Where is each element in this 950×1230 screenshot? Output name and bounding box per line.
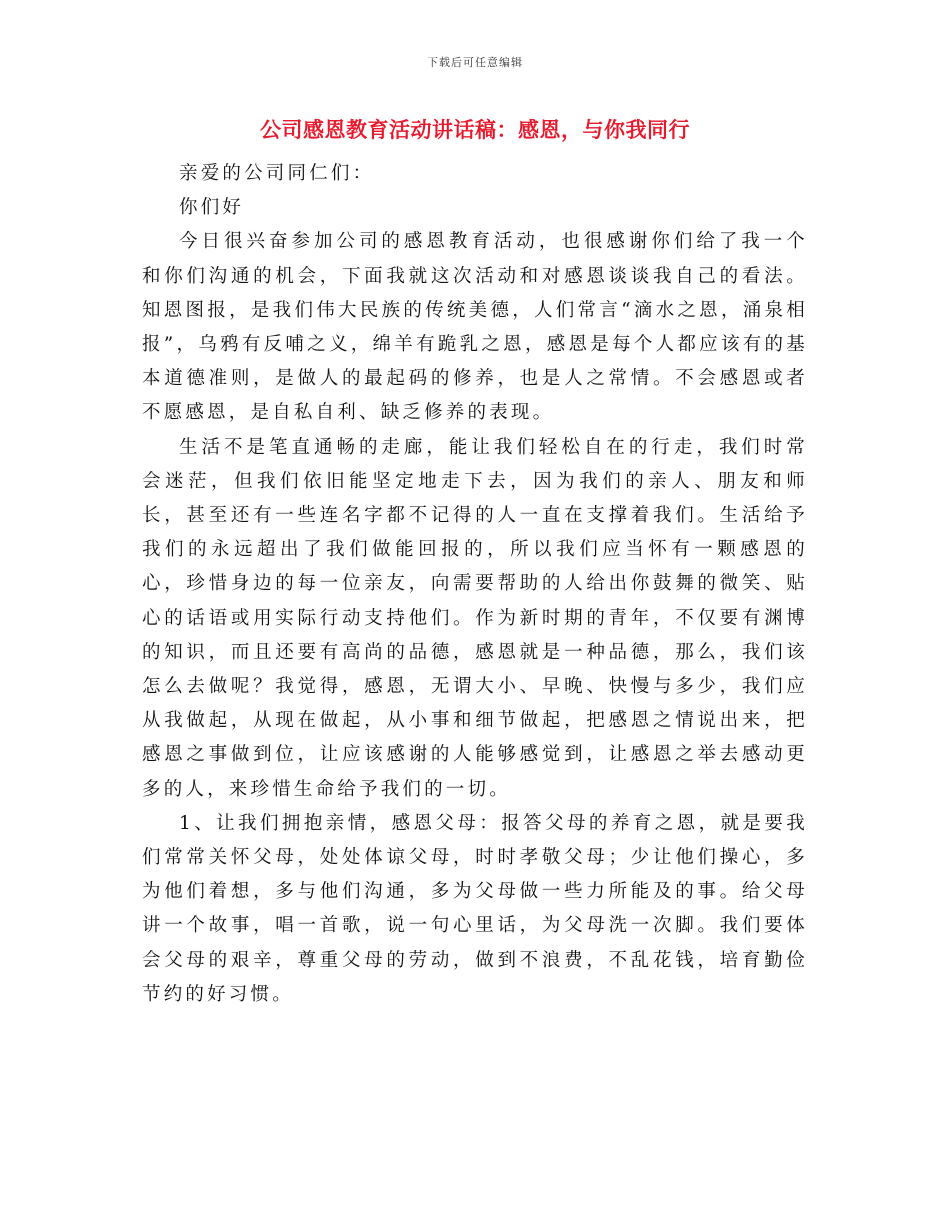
header-note: 下载后可任意编辑	[427, 56, 523, 69]
document-title: 公司感恩教育活动讲话稿：感恩，与你我同行	[260, 118, 690, 142]
paragraph-life: 生活不是笔直通畅的走廊，能让我们轻松自在的行走，我们时常会迷茫，但我们依旧能坚定地走下去，因为我们的亲人、朋友和师长，甚至还有一些连名字都不记得的人一直在支撑着我们。生活给予我们的永远超出了我们做能回报的，所以我们应当怀有一颗感恩的心，珍惜身边的每一位亲友，向需要帮助的人给出你鼓舞的微笑、贴心的话语或用实际行动支持他们。作为新时期的青年，不仅要有渊博的知识，而且还要有高尚的品德，感恩就是一种品德，那么，我们该怎么去做呢？我觉得，感恩，无谓大小、早晚、快慢与多少，我们应从我做起，从现在做起，从小事和细节做起，把感恩之情说出来，把感恩之事做到位，让应该感谢的人能够感觉到，让感恩之举去感动更多的人，来珍惜生命给予我们的一切。	[142, 436, 808, 800]
paragraph-intro: 今日很兴奋参加公司的感恩教育活动，也很感谢你们给了我一个和你们沟通的机会，下面我就这次活动和对感恩谈谈我自己的看法。知恩图报，是我们伟大民族的传统美德，人们常言“滴水之恩，涌泉相报”，乌鸦有反哺之义，绵羊有跪乳之恩，感恩是每个人都应该有的基本道德准则，是做人的最起码的修养，也是人之常情。不会感恩或者不愿感恩，是自私自利、缺乏修养的表现。	[142, 231, 808, 424]
salutation: 亲爱的公司同仁们：	[179, 163, 375, 184]
paragraph-point-1: 1、让我们拥抱亲情，感恩父母：报答父母的养育之恩，就是要我们常常关怀父母，处处体谅父母，时时孝敬父母；少让他们操心，多为他们着想，多与他们沟通，多为父母做一些力所能及的事。给父母讲一个故事，唱一首歌，说一句心里话，为父母洗一次脚。我们要体会父母的艰辛，尊重父母的劳动，做到不浪费，不乱花钱，培育勤俭节约的好习惯。	[142, 812, 808, 1005]
greeting: 你们好	[179, 197, 245, 219]
document-body	[142, 157, 808, 1012]
